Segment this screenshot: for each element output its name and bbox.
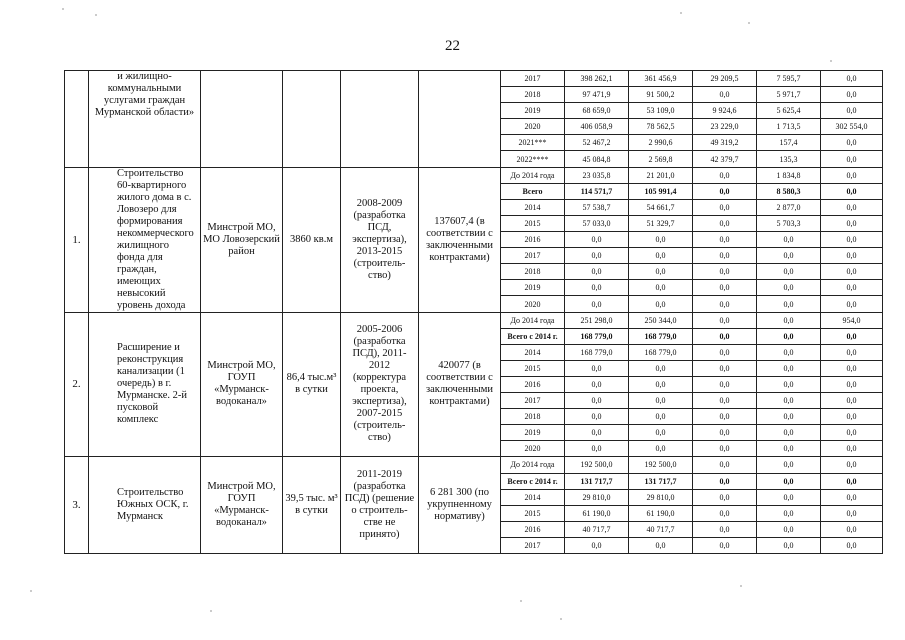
empty-cell xyxy=(341,71,419,168)
table-row xyxy=(65,312,883,328)
value-cell: 0,0 xyxy=(693,215,757,231)
period-cell: 2020 xyxy=(501,296,565,312)
value-cell: 40 717,7 xyxy=(565,521,629,537)
estimated-cost-cell: 420077 (в соответствии с заключенными контрактами) xyxy=(419,312,501,457)
value-cell: 0,0 xyxy=(629,232,693,248)
value-cell: 168 779,0 xyxy=(565,344,629,360)
value-cell: 250 344,0 xyxy=(629,312,693,328)
value-cell: 0,0 xyxy=(565,425,629,441)
value-cell: 0,0 xyxy=(693,199,757,215)
period-cell: 2015 xyxy=(501,215,565,231)
page-number: 22 xyxy=(445,38,460,54)
value-cell: 0,0 xyxy=(693,264,757,280)
value-cell: 0,0 xyxy=(757,232,821,248)
value-cell: 0,0 xyxy=(757,328,821,344)
value-cell: 0,0 xyxy=(565,280,629,296)
period-cell: 2016 xyxy=(501,521,565,537)
customer-cell: Минстрой МО, МО Ловозерский район xyxy=(201,167,283,312)
value-cell: 21 201,0 xyxy=(629,167,693,183)
period-cell: Всего с 2014 г. xyxy=(501,328,565,344)
value-cell: 0,0 xyxy=(693,409,757,425)
value-cell: 0,0 xyxy=(757,248,821,264)
object-name-cell: Строительство 60-квартирного жилого дома в с. Ловозеро для формирования некоммерческого жилищного фонда для граждан, имеющих невысокий уровень дохода xyxy=(89,167,201,312)
value-cell: 0,0 xyxy=(629,296,693,312)
value-cell: 0,0 xyxy=(821,344,883,360)
table-row xyxy=(65,167,883,183)
period-cell: 2020 xyxy=(501,441,565,457)
value-cell: 0,0 xyxy=(821,521,883,537)
value-cell: 0,0 xyxy=(821,232,883,248)
value-cell: 168 779,0 xyxy=(629,328,693,344)
estimated-cost-cell: 6 281 300 (по укрупненному нормативу) xyxy=(419,457,501,554)
value-cell: 0,0 xyxy=(821,505,883,521)
value-cell: 406 058,9 xyxy=(565,119,629,135)
period-cell: 2022**** xyxy=(501,151,565,167)
value-cell: 61 190,0 xyxy=(629,505,693,521)
value-cell: 0,0 xyxy=(629,280,693,296)
dates-cell: 2008-2009 (разработка ПСД, экспертиза), 2013-2015 (строитель-ство) xyxy=(341,167,419,312)
dates-cell: 2005-2006 (разработка ПСД), 2011-2012 (корректура проекта, экспертиза), 2007-2015 (строитель-ство) xyxy=(341,312,419,457)
period-cell: Всего xyxy=(501,183,565,199)
value-cell: 29 810,0 xyxy=(565,489,629,505)
dates-cell: 2011-2019 (разработка ПСД) (решение о строитель-стве не принято) xyxy=(341,457,419,554)
value-cell: 0,0 xyxy=(757,280,821,296)
period-cell: 2018 xyxy=(501,87,565,103)
value-cell: 0,0 xyxy=(693,183,757,199)
value-cell: 0,0 xyxy=(693,393,757,409)
value-cell: 398 262,1 xyxy=(565,71,629,87)
period-cell: До 2014 года xyxy=(501,457,565,473)
value-cell: 0,0 xyxy=(757,521,821,537)
value-cell: 0,0 xyxy=(693,425,757,441)
value-cell: 54 661,7 xyxy=(629,199,693,215)
value-cell: 105 991,4 xyxy=(629,183,693,199)
table-row xyxy=(65,457,883,473)
value-cell: 0,0 xyxy=(821,425,883,441)
value-cell: 1 713,5 xyxy=(757,119,821,135)
value-cell: 131 717,7 xyxy=(565,473,629,489)
value-cell: 0,0 xyxy=(693,87,757,103)
value-cell: 0,0 xyxy=(565,409,629,425)
value-cell: 251 298,0 xyxy=(565,312,629,328)
value-cell: 49 319,2 xyxy=(693,135,757,151)
value-cell: 168 779,0 xyxy=(629,344,693,360)
object-number-cell: 1. xyxy=(65,167,89,312)
value-cell: 0,0 xyxy=(757,296,821,312)
value-cell: 0,0 xyxy=(565,393,629,409)
value-cell: 5 625,4 xyxy=(757,103,821,119)
value-cell: 29 209,5 xyxy=(693,71,757,87)
value-cell: 0,0 xyxy=(821,151,883,167)
value-cell: 0,0 xyxy=(821,393,883,409)
value-cell: 0,0 xyxy=(821,87,883,103)
value-cell: 0,0 xyxy=(821,296,883,312)
value-cell: 0,0 xyxy=(693,328,757,344)
value-cell: 0,0 xyxy=(629,360,693,376)
value-cell: 52 467,2 xyxy=(565,135,629,151)
value-cell: 40 717,7 xyxy=(629,521,693,537)
value-cell: 0,0 xyxy=(821,441,883,457)
object-number-cell: 3. xyxy=(65,457,89,554)
table-body xyxy=(65,71,883,554)
period-cell: 2019 xyxy=(501,425,565,441)
value-cell: 0,0 xyxy=(693,457,757,473)
value-cell: 2 990,6 xyxy=(629,135,693,151)
value-cell: 0,0 xyxy=(629,264,693,280)
value-cell: 0,0 xyxy=(693,344,757,360)
value-cell: 8 580,3 xyxy=(757,183,821,199)
value-cell: 0,0 xyxy=(629,376,693,392)
value-cell: 361 456,9 xyxy=(629,71,693,87)
value-cell: 0,0 xyxy=(821,457,883,473)
value-cell: 0,0 xyxy=(629,248,693,264)
value-cell: 0,0 xyxy=(757,425,821,441)
period-cell: 2018 xyxy=(501,409,565,425)
period-cell: 2019 xyxy=(501,280,565,296)
value-cell: 0,0 xyxy=(565,441,629,457)
value-cell: 0,0 xyxy=(629,537,693,553)
value-cell: 0,0 xyxy=(693,280,757,296)
value-cell: 23 035,8 xyxy=(565,167,629,183)
period-cell: 2017 xyxy=(501,393,565,409)
value-cell: 0,0 xyxy=(629,409,693,425)
value-cell: 0,0 xyxy=(821,360,883,376)
value-cell: 114 571,7 xyxy=(565,183,629,199)
period-cell: 2014 xyxy=(501,199,565,215)
period-cell: 2015 xyxy=(501,505,565,521)
value-cell: 0,0 xyxy=(693,296,757,312)
period-cell: 2017 xyxy=(501,71,565,87)
value-cell: 0,0 xyxy=(693,248,757,264)
value-cell: 0,0 xyxy=(821,215,883,231)
value-cell: 0,0 xyxy=(821,376,883,392)
value-cell: 0,0 xyxy=(693,505,757,521)
value-cell: 0,0 xyxy=(757,344,821,360)
value-cell: 0,0 xyxy=(821,537,883,553)
value-cell: 0,0 xyxy=(565,537,629,553)
value-cell: 0,0 xyxy=(757,360,821,376)
value-cell: 135,3 xyxy=(757,151,821,167)
period-cell: 2020 xyxy=(501,119,565,135)
value-cell: 0,0 xyxy=(565,232,629,248)
value-cell: 0,0 xyxy=(821,135,883,151)
value-cell: 61 190,0 xyxy=(565,505,629,521)
value-cell: 78 562,5 xyxy=(629,119,693,135)
value-cell: 0,0 xyxy=(821,183,883,199)
value-cell: 29 810,0 xyxy=(629,489,693,505)
value-cell: 0,0 xyxy=(757,457,821,473)
value-cell: 57 538,7 xyxy=(565,199,629,215)
empty-cell xyxy=(201,71,283,168)
value-cell: 0,0 xyxy=(821,280,883,296)
value-cell: 0,0 xyxy=(821,409,883,425)
value-cell: 0,0 xyxy=(629,441,693,457)
value-cell: 0,0 xyxy=(693,312,757,328)
value-cell: 0,0 xyxy=(693,537,757,553)
value-cell: 0,0 xyxy=(821,473,883,489)
object-number-cell: 2. xyxy=(65,312,89,457)
value-cell: 42 379,7 xyxy=(693,151,757,167)
object-name-cell: и жилищно-коммунальными услугами граждан Мурманской области» xyxy=(89,71,201,168)
value-cell: 1 834,8 xyxy=(757,167,821,183)
value-cell: 9 924,6 xyxy=(693,103,757,119)
value-cell: 0,0 xyxy=(757,264,821,280)
value-cell: 0,0 xyxy=(693,360,757,376)
value-cell: 0,0 xyxy=(821,199,883,215)
value-cell: 168 779,0 xyxy=(565,328,629,344)
object-name-cell: Расширение и реконструкция канализации (1 очередь) в г. Мурманске. 2-й пусковой комплекс xyxy=(89,312,201,457)
value-cell: 5 703,3 xyxy=(757,215,821,231)
period-cell: 2019 xyxy=(501,103,565,119)
value-cell: 51 329,7 xyxy=(629,215,693,231)
value-cell: 57 033,0 xyxy=(565,215,629,231)
object-number-cell xyxy=(65,71,89,168)
value-cell: 0,0 xyxy=(757,409,821,425)
investment-table xyxy=(64,70,883,554)
value-cell: 954,0 xyxy=(821,312,883,328)
value-cell: 302 554,0 xyxy=(821,119,883,135)
value-cell: 0,0 xyxy=(757,441,821,457)
value-cell: 0,0 xyxy=(757,393,821,409)
empty-cell xyxy=(283,71,341,168)
value-cell: 0,0 xyxy=(693,489,757,505)
period-cell: Всего с 2014 г. xyxy=(501,473,565,489)
period-cell: 2017 xyxy=(501,248,565,264)
value-cell: 0,0 xyxy=(629,425,693,441)
value-cell: 7 595,7 xyxy=(757,71,821,87)
period-cell: До 2014 года xyxy=(501,167,565,183)
value-cell: 0,0 xyxy=(565,296,629,312)
period-cell: 2017 xyxy=(501,537,565,553)
value-cell: 0,0 xyxy=(821,328,883,344)
capacity-cell: 3860 кв.м xyxy=(283,167,341,312)
customer-cell: Минстрой МО, ГОУП «Мурманск-водоканал» xyxy=(201,457,283,554)
value-cell: 0,0 xyxy=(757,505,821,521)
value-cell: 97 471,9 xyxy=(565,87,629,103)
empty-cell xyxy=(419,71,501,168)
value-cell: 0,0 xyxy=(821,71,883,87)
value-cell: 53 109,0 xyxy=(629,103,693,119)
value-cell: 0,0 xyxy=(757,473,821,489)
period-cell: 2016 xyxy=(501,232,565,248)
value-cell: 0,0 xyxy=(565,264,629,280)
value-cell: 2 569,8 xyxy=(629,151,693,167)
value-cell: 192 500,0 xyxy=(565,457,629,473)
value-cell: 157,4 xyxy=(757,135,821,151)
period-cell: До 2014 года xyxy=(501,312,565,328)
period-cell: 2014 xyxy=(501,344,565,360)
value-cell: 0,0 xyxy=(821,489,883,505)
value-cell: 0,0 xyxy=(757,489,821,505)
value-cell: 0,0 xyxy=(757,376,821,392)
value-cell: 0,0 xyxy=(629,393,693,409)
value-cell: 0,0 xyxy=(693,473,757,489)
period-cell: 2015 xyxy=(501,360,565,376)
value-cell: 0,0 xyxy=(693,232,757,248)
customer-cell: Минстрой МО, ГОУП «Мурманск-водоканал» xyxy=(201,312,283,457)
capacity-cell: 86,4 тыс.м³ в сутки xyxy=(283,312,341,457)
period-cell: 2021*** xyxy=(501,135,565,151)
value-cell: 45 084,8 xyxy=(565,151,629,167)
value-cell: 192 500,0 xyxy=(629,457,693,473)
period-cell: 2016 xyxy=(501,376,565,392)
value-cell: 5 971,7 xyxy=(757,87,821,103)
table-row xyxy=(65,71,883,87)
value-cell: 0,0 xyxy=(821,248,883,264)
value-cell: 0,0 xyxy=(693,441,757,457)
value-cell: 0,0 xyxy=(821,103,883,119)
value-cell: 0,0 xyxy=(821,167,883,183)
value-cell: 68 659,0 xyxy=(565,103,629,119)
object-name-cell: Строительство Южных ОСК, г. Мурманск xyxy=(89,457,201,554)
capacity-cell: 39,5 тыс. м³ в сутки xyxy=(283,457,341,554)
value-cell: 0,0 xyxy=(693,376,757,392)
value-cell: 0,0 xyxy=(565,360,629,376)
value-cell: 0,0 xyxy=(821,264,883,280)
period-cell: 2018 xyxy=(501,264,565,280)
value-cell: 131 717,7 xyxy=(629,473,693,489)
value-cell: 0,0 xyxy=(757,312,821,328)
estimated-cost-cell: 137607,4 (в соответствии с заключенными контрактами) xyxy=(419,167,501,312)
value-cell: 0,0 xyxy=(757,537,821,553)
value-cell: 0,0 xyxy=(565,248,629,264)
value-cell: 23 229,0 xyxy=(693,119,757,135)
value-cell: 91 500,2 xyxy=(629,87,693,103)
value-cell: 2 877,0 xyxy=(757,199,821,215)
value-cell: 0,0 xyxy=(693,167,757,183)
period-cell: 2014 xyxy=(501,489,565,505)
value-cell: 0,0 xyxy=(693,521,757,537)
value-cell: 0,0 xyxy=(565,376,629,392)
